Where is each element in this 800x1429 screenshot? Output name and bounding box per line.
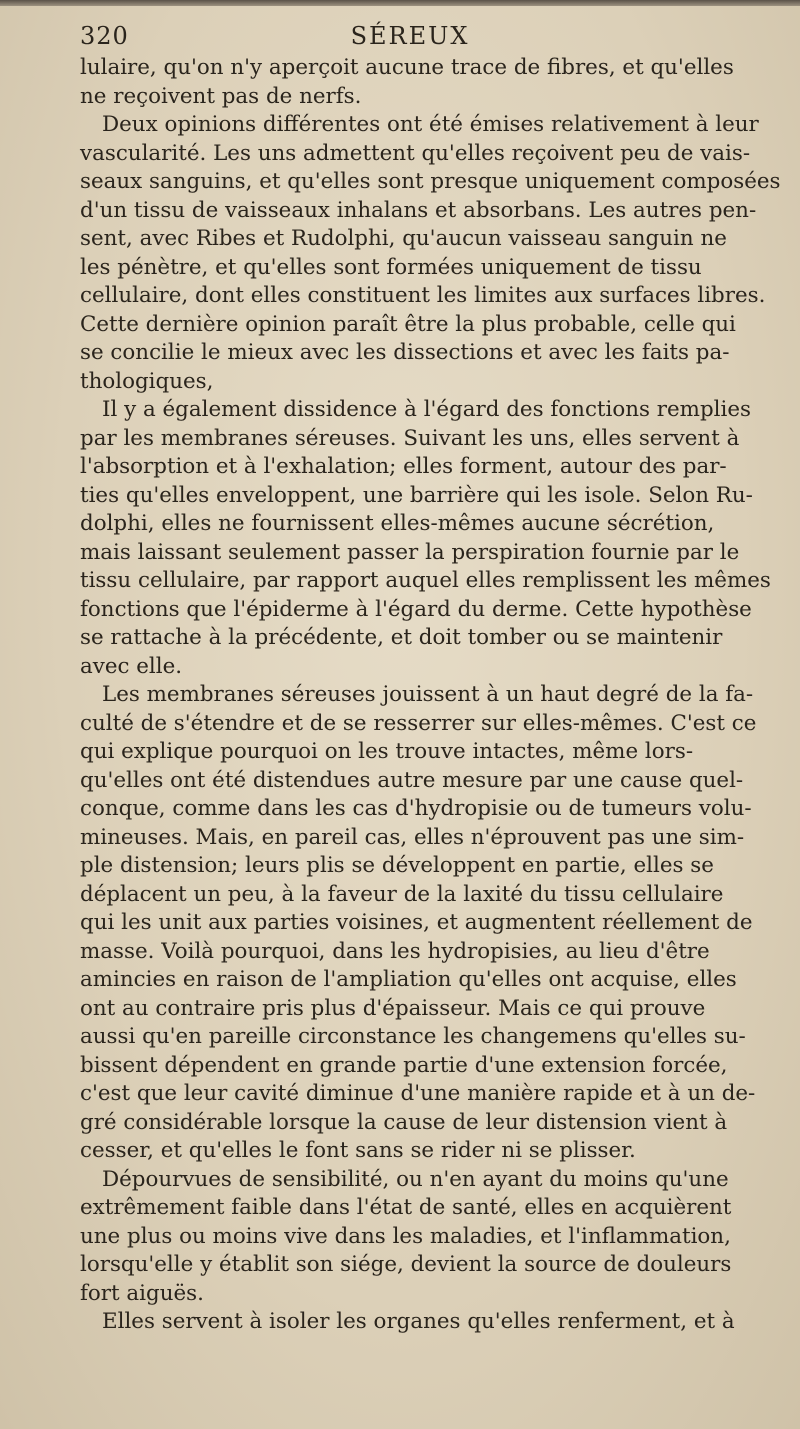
text-line: qu'elles ont été distendues autre mesure par une cause quel- — [80, 767, 744, 793]
text-line: ne reçoivent pas de nerfs. — [80, 83, 362, 109]
text-line: se rattache à la précédente, et doit tomber ou se maintenir — [80, 625, 723, 650]
text-line: aussi qu'en pareille circonstance les changemens qu'elles su- — [80, 1024, 746, 1049]
text-line: ple distension; leurs plis se développent en partie, elles se — [80, 853, 714, 878]
text-line: c'est que leur cavité diminue d'une manière rapide et à un de- — [80, 1081, 756, 1106]
text-line: ont au contraire pris plus d'épaisseur. Mais ce qui prouve — [80, 995, 706, 1021]
text-line: extrêmement faible dans l'état de santé, elles en acquièrent — [80, 1195, 732, 1220]
text-line: culté de s'étendre et de se resserrer sur elles-mêmes. C'est ce — [80, 710, 757, 736]
text-line: sent, avec Ribes et Rudolphi, qu'aucun vaisseau sanguin ne — [80, 226, 727, 251]
text-line: Dépourvues de sensibilité, ou n'en ayant du moins qu'une — [102, 1166, 729, 1192]
text-line: fonctions que l'épiderme à l'égard du derme. Cette hypothèse — [80, 596, 752, 622]
text-line: avec elle. — [80, 653, 183, 679]
text-line: l'absorption et à l'exhalation; elles forment, autour des par- — [80, 454, 727, 479]
text-line: Cette dernière opinion paraît être la plus probable, celle qui — [80, 311, 736, 337]
text-line: par les membranes séreuses. Suivant les uns, elles servent à — [80, 425, 740, 451]
text-line: qui explique pourquoi on les trouve intactes, même lors- — [80, 739, 694, 764]
page-edge-rule — [0, 0, 800, 6]
text-line: amincies en raison de l'ampliation qu'elles ont acquise, elles — [80, 967, 737, 992]
text-line: qui les unit aux parties voisines, et augmentent réellement de — [80, 910, 753, 935]
text-line: conque, comme dans les cas d'hydropisie ou de tumeurs volu- — [80, 796, 752, 821]
text-line: lulaire, qu'on n'y aperçoit aucune trace de fibres, et qu'elles — [80, 55, 734, 80]
text-line: cesser, et qu'elles le font sans se rider ni se plisser. — [80, 1138, 636, 1163]
text-line: ties qu'elles enveloppent, une barrière qui les isole. Selon Ru- — [80, 482, 753, 508]
text-line: mais laissant seulement passer la perspiration fournie par le — [80, 539, 740, 565]
text-line: Deux opinions différentes ont été émises relativement à leur — [102, 112, 759, 137]
page-number: 320 — [80, 22, 129, 50]
text-line: une plus ou moins vive dans les maladies, et l'inflammation, — [80, 1223, 731, 1249]
text-line: Elles servent à isoler les organes qu'elles renferment, et à — [102, 1309, 735, 1334]
body-text — [80, 54, 781, 1337]
running-head: SÉREUX — [350, 22, 470, 50]
text-line: les pénètre, et qu'elles sont formées uniquement de tissu — [80, 254, 702, 280]
text-line: cellulaire, dont elles constituent les limites aux surfaces libres. — [80, 283, 766, 308]
text-line: d'un tissu de vaisseaux inhalans et absorbans. Les autres pen- — [80, 197, 757, 223]
text-line: vascularité. Les uns admettent qu'elles reçoivent peu de vais- — [80, 140, 751, 166]
text-line: mineuses. Mais, en pareil cas, elles n'éprouvent pas une sim- — [80, 824, 745, 850]
text-line: Les membranes séreuses jouissent à un haut degré de la fa- — [102, 682, 754, 707]
text-line: tissu cellulaire, par rapport auquel elles remplissent les mêmes — [80, 568, 771, 593]
text-line: masse. Voilà pourquoi, dans les hydropisies, au lieu d'être — [80, 938, 710, 964]
text-line: se concilie le mieux avec les dissections et avec les faits pa- — [80, 340, 730, 365]
text-line: Il y a également dissidence à l'égard des fonctions remplies — [102, 397, 751, 422]
text-line: bissent dépendent en grande partie d'une extension forcée, — [80, 1052, 728, 1078]
text-line: seaux sanguins, et qu'elles sont presque uniquement composées — [80, 169, 781, 194]
text-line: fort aiguës. — [80, 1280, 204, 1306]
text-line: thologiques, — [80, 368, 214, 394]
page-header — [80, 22, 740, 58]
text-line: gré considérable lorsque la cause de leur distension vient à — [80, 1109, 728, 1135]
text-line: dolphi, elles ne fournissent elles-mêmes aucune sécrétion, — [80, 511, 715, 536]
text-line: lorsqu'elle y établit son siége, devient la source de douleurs — [80, 1252, 732, 1277]
text-line: déplacent un peu, à la faveur de la laxité du tissu cellulaire — [80, 881, 724, 907]
